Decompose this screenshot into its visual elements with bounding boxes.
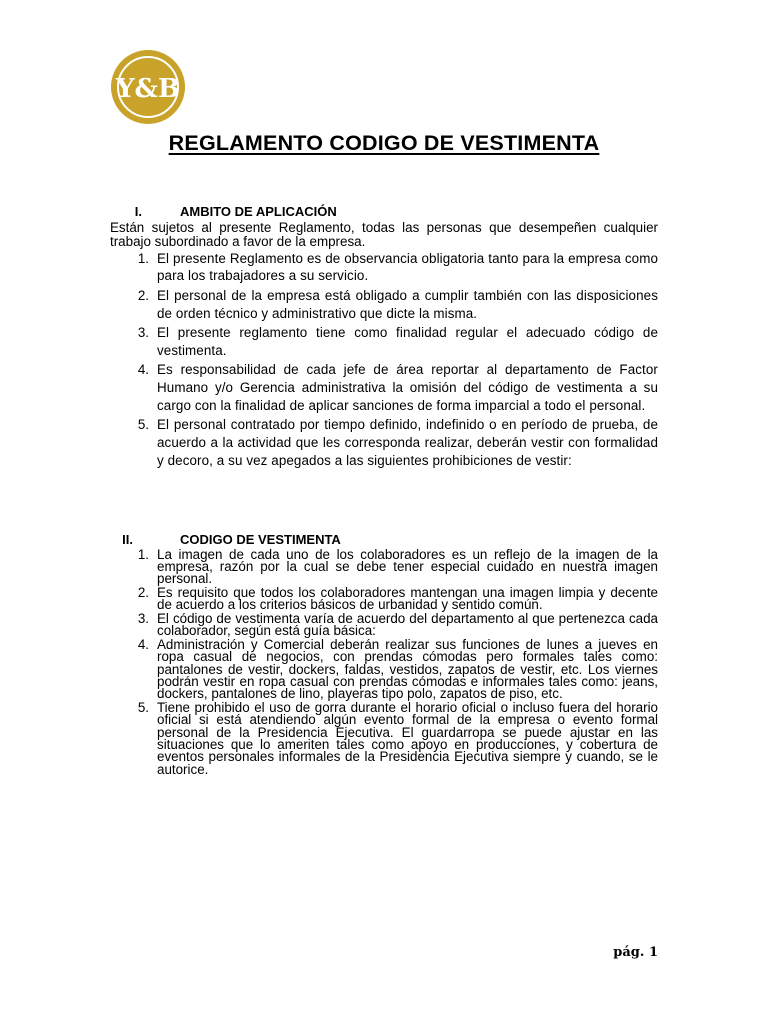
list-item: 1. La imagen de cada uno de los colaboradores es un reflejo de la imagen de la empresa, razón por la cual se debe tener especial cuidado en nuestra imagen personal. (137, 546, 658, 587)
page-number: pág. 1 (613, 945, 658, 960)
section-heading (110, 533, 658, 548)
section-title: CODIGO DE VESTIMENTA (180, 532, 341, 547)
list-item: 5. El personal contratado por tiempo definido, indefinido o en período de prueba, de acuerdo a la actividad que les corresponda realizar, deberán vestir con formalidad y decoro, a su vez apegados a las siguientes prohibiciones de vestir: (137, 417, 658, 468)
document-title: REGLAMENTO CODIGO DE VESTIMENTA (168, 131, 600, 155)
rule-list (110, 250, 658, 470)
section-ambito (110, 205, 658, 471)
list-item: 4. Es responsabilidad de cada jefe de área reportar al departamento de Factor Humano y/o Gerencia administrativa la omisión del código de vestimenta a su cargo con la finalidad de aplicar sanciones de forma imparcial a todo el personal. (137, 362, 658, 413)
list-item: 5. Tiene prohibido el uso de gorra durante el horario oficial o incluso fuera del horario oficial si está atendiendo algún evento formal de la empresa o evento formal personal de la Presidencia Ejecutiva. El guardarropa se puede ajustar en las situaciones que lo ameriten tales como apoyo en producciones, y cobertura de eventos personales informales de la Presidencia Ejecutiva siempre y cuando, se le autorice. (137, 700, 658, 777)
list-item: 3. El presente reglamento tiene como finalidad regular el adecuado código de vestimenta. (137, 325, 658, 358)
section-number: II. (122, 532, 133, 547)
logo-text: Y&B (115, 74, 181, 104)
section-number: I. (134, 204, 142, 219)
section-intro: Están sujetos al presente Reglamento, todas las personas que desempeñen cualquier trabajo subordinado a favor de la empresa. (110, 219, 658, 250)
company-logo (111, 50, 185, 124)
rule-list (110, 546, 658, 777)
list-item: 2. Es requisito que todos los colaboradores mantengan una imagen limpia y decente de acuerdo a los criterios básicos de urbanidad y sentido común. (137, 584, 658, 613)
section-heading (110, 205, 658, 220)
list-item: 2. El personal de la empresa está obligado a cumplir también con las disposiciones de orden técnico y administrativo que dicte la misma. (137, 287, 658, 321)
section-codigo (110, 533, 658, 777)
list-item: 1. El presente Reglamento es de observancia obligatoria tanto para la empresa como para los trabajadores a su servicio. (137, 250, 658, 284)
list-item: 4. Administración y Comercial deberán realizar sus funciones de lunes a jueves en ropa casual de negocios, con prendas cómodas pero formales tales como: pantalones de vestir, dockers, faldas, vestidos, zapatos de vestir, etc. Los viernes podrán vestir en ropa casual con prendas cómodas e informales tales como: jeans, dockers, pantalones de lino, playeras tipo polo, zapatos de piso, etc. (137, 637, 658, 702)
section-title: AMBITO DE APLICACIÓN (180, 204, 337, 219)
list-item: 3. El código de vestimenta varía de acuerdo del departamento al que pertenezca cada colaborador, según está guía básica: (137, 611, 658, 639)
